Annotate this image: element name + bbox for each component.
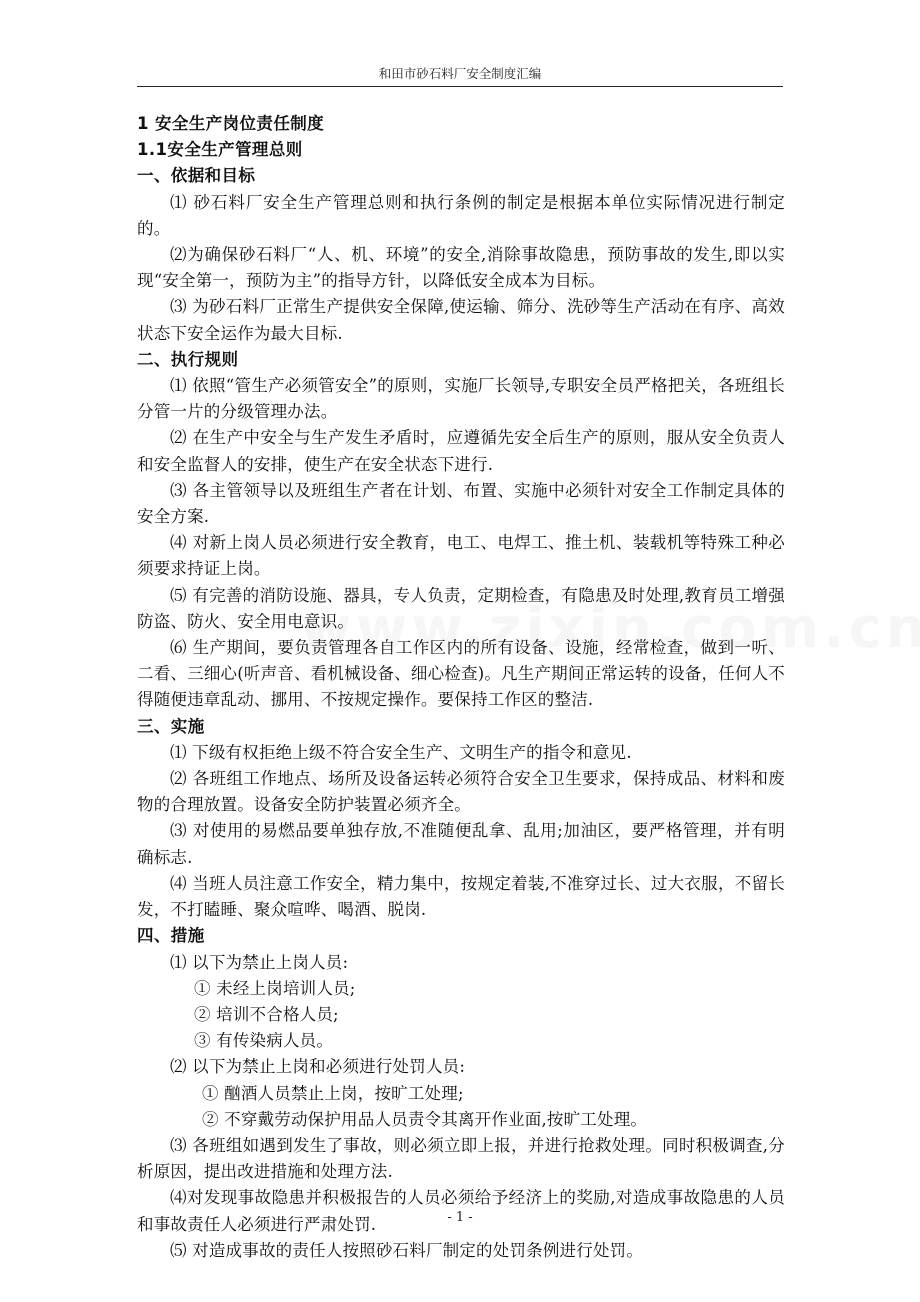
paragraph: ⑶ 对使用的易燃品要单独存放,不准随便乱拿、乱用;加油区，要严格管理，并有明确标志. <box>137 821 785 867</box>
paragraph: ⑷ 对新上岗人员必须进行安全教育，电工、电焊工、推土机、装载机等特殊工种必须要求持证上岗。 <box>137 533 785 579</box>
list-item: ② 不穿戴劳动保护用品人员责令其离开作业面,按旷工处理。 <box>202 1109 648 1129</box>
paragraph: ⑶ 为砂石料厂正常生产提供安全保障,使运输、筛分、洗砂等生产活动在有序、高效状态下安全运作为最大目标. <box>137 297 785 343</box>
paragraph: ⑷ 当班人员注意工作安全，精力集中，按规定着装,不准穿过长、过大衣服，不留长发，不打瞌睡、聚众喧哗、喝酒、脱岗. <box>137 873 785 920</box>
paragraph: ⑸ 对造成事故的责任人按照砂石料厂制定的处罚条例进行处罚。 <box>170 1240 644 1260</box>
paragraph: ⑴ 下级有权拒绝上级不符合安全生产、文明生产的指令和意见. <box>170 742 632 762</box>
page-header <box>137 64 783 87</box>
paragraph: ⑴ 依照“管生产必须管安全”的原则，实施厂长领导,专职安全员严格把关，各班组长分管一片的分级管理办法。 <box>137 376 785 422</box>
list-item: ① 酗酒人员禁止上岗，按旷工处理; <box>202 1083 464 1103</box>
paragraph: ⑵ 各班组工作地点、场所及设备运转必须符合安全卫生要求，保持成品、材料和废物的合理放置。设备安全防护装置必须齐全。 <box>137 769 785 815</box>
document-body <box>137 111 785 1264</box>
heading-measures: 四、措施 <box>137 926 205 946</box>
paragraph: ⑶ 各班组如遇到发生了事故，则必须立即上报，并进行抢救处理。同时积极调查,分析原因，提出改进措施和处理方法. <box>137 1135 785 1182</box>
list-item: ③ 有传染病人员。 <box>194 1031 334 1051</box>
list-item: ① 未经上岗培训人员; <box>194 978 356 998</box>
heading-execution-rules: 二、执行规则 <box>137 349 239 369</box>
paragraph: ⑴ 以下为禁止上岗人员: <box>170 952 349 972</box>
heading-basis-and-goals: 一、依据和目标 <box>137 166 256 186</box>
list-item: ② 培训不合格人员; <box>194 1004 339 1024</box>
paragraph: ⑸ 有完善的消防设施、器具，专人负责，定期检查，有隐患及时处理,教育员工增强防盗、防火、安全用电意识。 <box>137 585 785 631</box>
paragraph: ⑵ 以下为禁止上岗和必须进行处罚人员: <box>170 1057 466 1077</box>
section-title: 1.1安全生产管理总则 <box>137 140 303 160</box>
paragraph: ⑵ 在生产中安全与生产发生矛盾时，应遵循先安全后生产的原则，服从安全负责人和安全监督人的安排，使生产在安全状态下进行. <box>137 428 785 474</box>
chapter-title: 1 安全生产岗位责任制度 <box>137 114 325 133</box>
page-number: - 1 - <box>447 1210 473 1225</box>
paragraph: ⑷对发现事故隐患并积极报告的人员必须给予经济上的奖励,对造成事故隐患的人员和事故责任人必须进行严肃处罚. <box>137 1188 785 1234</box>
paragraph: ⑴ 砂石料厂安全生产管理总则和执行条例的制定是根据本单位实际情况进行制定的。 <box>137 192 785 238</box>
document-title: 和田市砂石料厂安全制度汇编 <box>378 66 542 81</box>
paragraph: ⑶ 各主管领导以及班组生产者在计划、布置、实施中必须针对安全工作制定具体的安全方案. <box>137 480 785 527</box>
heading-implementation: 三、实施 <box>137 716 205 736</box>
paragraph: ⑵为确保砂石料厂“人、机、环境”的安全,消除事故隐患，预防事故的发生,即以实现“安全第一，预防为主”的指导方针，以降低安全成本为目标。 <box>137 245 785 291</box>
paragraph: ⑹ 生产期间，要负责管理各自工作区内的所有设备、设施，经常检查，做到一听、二看、三细心(听声音、看机械设备、细心检查)。凡生产期间正常运转的设备，任何人不得随便违章乱动、挪用、不按规定操作。要保持工作区的整洁. <box>137 638 785 710</box>
